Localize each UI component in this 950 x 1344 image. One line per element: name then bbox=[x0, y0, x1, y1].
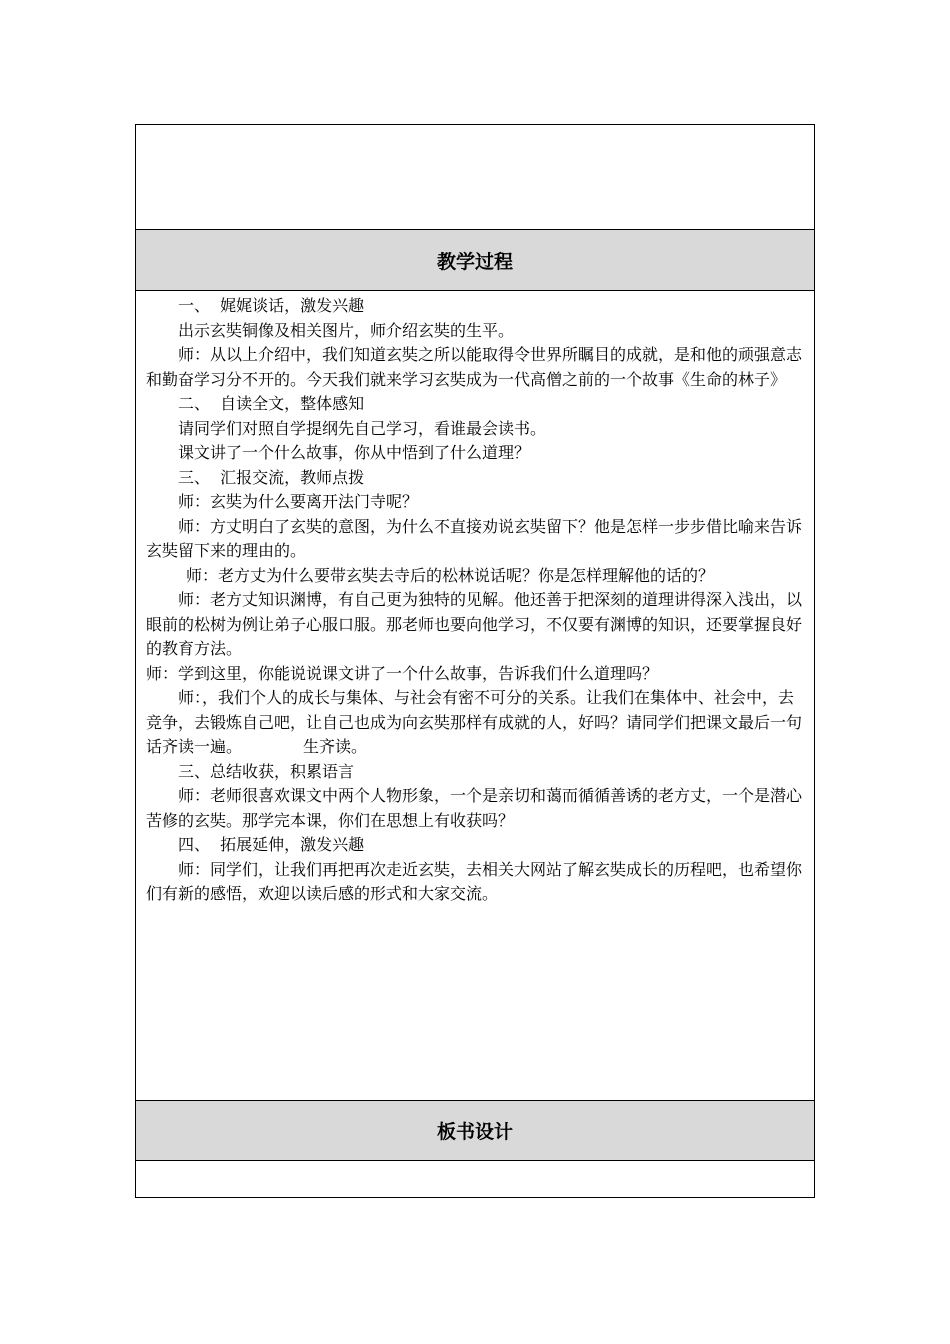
process-content-cell bbox=[136, 291, 814, 1101]
board-section-header bbox=[136, 1101, 814, 1161]
paragraph: 出示玄奘铜像及相关图片，师介绍玄奘的生平。 bbox=[178, 320, 515, 340]
board-section-title: 板书设计 bbox=[436, 1121, 513, 1143]
paragraph: 师：玄奘为什么要离开法门寺呢？ bbox=[178, 492, 419, 511]
paragraph: 师：老师很喜欢课文中两个人物形象，一个是亲切和蔼而循循善诱的老方丈，一个是潜心苦修的玄奘。那学完本课，你们在思想上有收获吗？ bbox=[146, 786, 803, 830]
paragraph: 请同学们对照自学提纲先自己学习，看谁最会读书。 bbox=[178, 418, 547, 438]
paragraph: 四、 拓展延伸，激发兴趣 bbox=[178, 835, 365, 854]
paragraph: 师：同学们，让我们再把再次走近玄奘，去相关大网站了解玄奘成长的历程吧，也希望你们有新的感悟，欢迎以读后感的形式和大家交流。 bbox=[146, 859, 803, 903]
paragraph: 师：老方丈为什么要带玄奘去寺后的松林说话呢？你是怎样理解他的话的？ bbox=[186, 565, 715, 585]
paragraph: 课文讲了一个什么故事，你从中悟到了什么道理？ bbox=[178, 443, 531, 462]
process-section-header bbox=[136, 230, 814, 291]
lesson-plan-table bbox=[135, 124, 815, 1198]
board-content-cell bbox=[136, 1161, 814, 1197]
paragraph: 师：学到这里，你能说说课文讲了一个什么故事，告诉我们什么道理吗？ bbox=[146, 663, 659, 683]
paragraph: 三、总结收获，积累语言 bbox=[178, 761, 355, 781]
paragraph: 师：，我们个人的成长与集体、与社会有密不可分的关系。让我们在集体中、社会中，去竞争，去锻炼自己吧，让自己也成为向玄奘那样有成就的人，好吗？请同学们把课文最后一句话齐读一遍。 生齐读。 bbox=[146, 688, 803, 756]
blank-top-cell bbox=[136, 125, 814, 230]
paragraph: 师：从以上介绍中，我们知道玄奘之所以能取得令世界所瞩目的成就，是和他的顽强意志和勤奋学习分不开的。今天我们就来学习玄奘成为一代高僧之前的一个故事《生命的林子》 bbox=[146, 345, 803, 389]
paragraph: 师：方丈明白了玄奘的意图，为什么不直接劝说玄奘留下？他是怎样一步步借比喻来告诉玄奘留下来的理由的。 bbox=[146, 516, 803, 560]
paragraph: 二、 自读全文，整体感知 bbox=[178, 394, 365, 413]
paragraph: 师：老方丈知识渊博，有自己更为独特的见解。他还善于把深刻的道理讲得深入浅出，以眼前的松树为例让弟子心服口服。那老师也要向他学习，不仅要有渊博的知识，还要掌握良好的教育方法。 bbox=[146, 590, 803, 658]
paragraph: 三、 汇报交流，教师点拨 bbox=[178, 467, 365, 487]
paragraph: 一、 娓娓谈话，激发兴趣 bbox=[178, 296, 365, 315]
process-section-title: 教学过程 bbox=[436, 250, 513, 273]
